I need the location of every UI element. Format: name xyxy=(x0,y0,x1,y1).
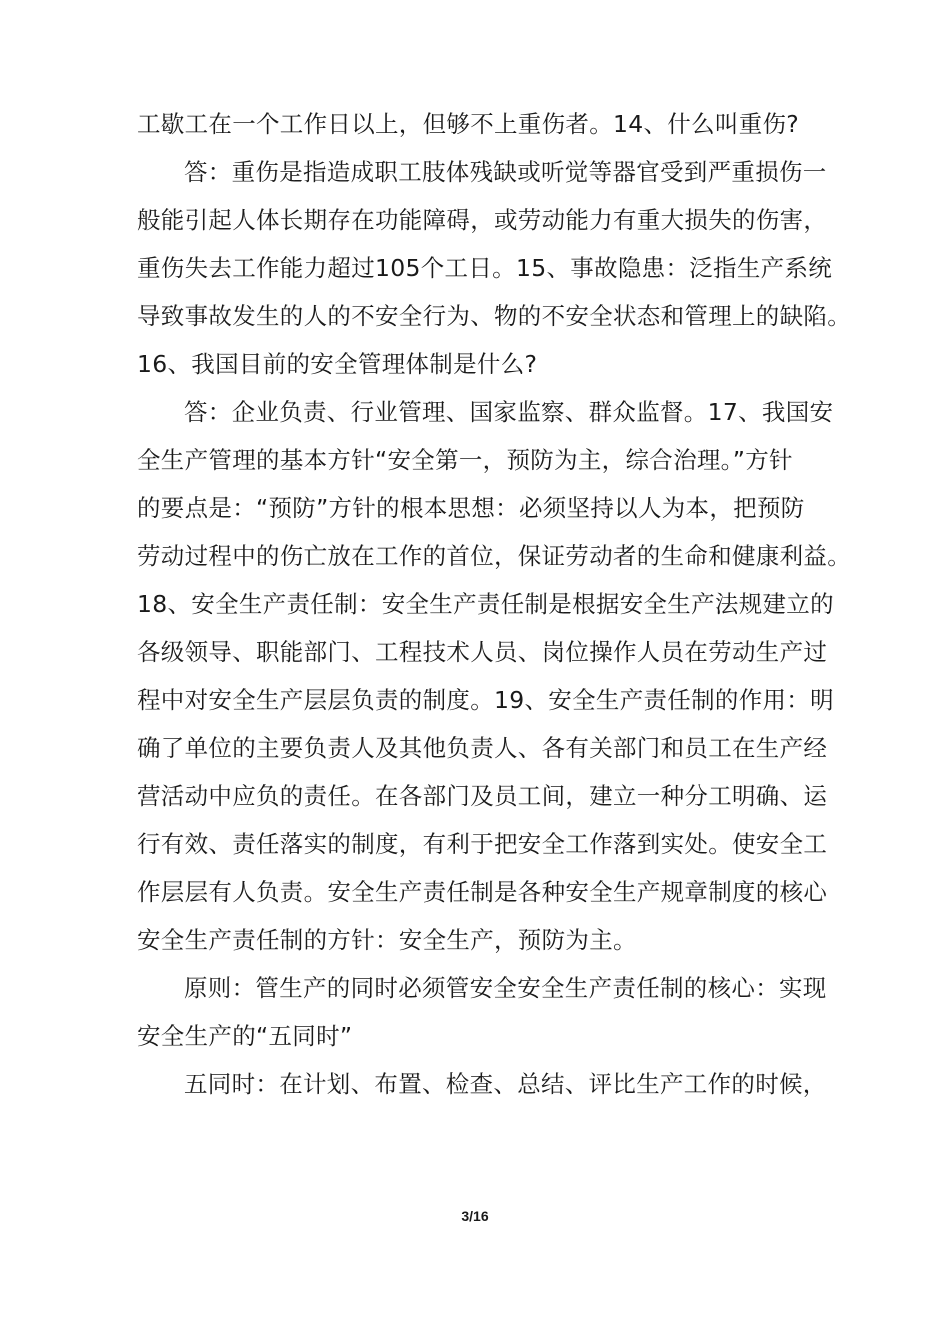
text-line: 确了单位的主要负责人及其他负责人、各有关部门和员工在生产经 xyxy=(137,734,828,762)
text-line: 各级领导、职能部门、工程技术人员、岗位操作人员在劳动生产过 xyxy=(137,638,828,666)
text-line: 答：重伤是指造成职工肢体残缺或听觉等器官受到严重损伤一 xyxy=(184,158,827,186)
text-line: 答：企业负责、行业管理、国家监察、群众监督。17、我国安 xyxy=(184,398,834,426)
text-line: 安全生产的“五同时” xyxy=(137,1022,353,1050)
text-line: 营活动中应负的责任。在各部门及员工间，建立一种分工明确、运 xyxy=(137,782,828,810)
text-line: 18、安全生产责任制：安全生产责任制是根据安全生产法规建立的 xyxy=(137,590,834,618)
text-line: 般能引起人体长期存在功能障碍，或劳动能力有重大损失的伤害， xyxy=(137,206,828,234)
text-line: 全生产管理的基本方针“安全第一，预防为主，综合治理。”方针 xyxy=(137,446,793,474)
text-line: 作层层有人负责。安全生产责任制是各种安全生产规章制度的核心 xyxy=(137,878,828,906)
text-line: 行有效、责任落实的制度，有利于把安全工作落到实处。使安全工 xyxy=(137,830,828,858)
document-body xyxy=(137,100,851,1108)
text-line: 程中对安全生产层层负责的制度。19、安全生产责任制的作用：明 xyxy=(137,686,834,714)
text-line: 的要点是：“预防”方针的根本思想：必须坚持以人为本，把预防 xyxy=(137,494,805,522)
text-line: 安全生产责任制的方针：安全生产，预防为主。 xyxy=(137,926,637,954)
text-line: 导致事故发生的人的不安全行为、物的不安全状态和管理上的缺陷。 xyxy=(137,302,851,330)
text-line: 16、我国目前的安全管理体制是什么? xyxy=(137,350,538,378)
page-number: 3/16 xyxy=(461,1208,489,1224)
text-line: 劳动过程中的伤亡放在工作的首位，保证劳动者的生命和健康利益。 xyxy=(137,542,851,570)
text-line: 五同时：在计划、布置、检查、总结、评比生产工作的时候， xyxy=(184,1070,827,1098)
text-line: 重伤失去工作能力超过105个工日。15、事故隐患：泛指生产系统 xyxy=(137,254,833,282)
text-line: 工歇工在一个工作日以上，但够不上重伤者。14、什么叫重伤? xyxy=(137,110,800,138)
text-line: 原则：管生产的同时必须管安全安全生产责任制的核心：实现 xyxy=(184,974,827,1002)
